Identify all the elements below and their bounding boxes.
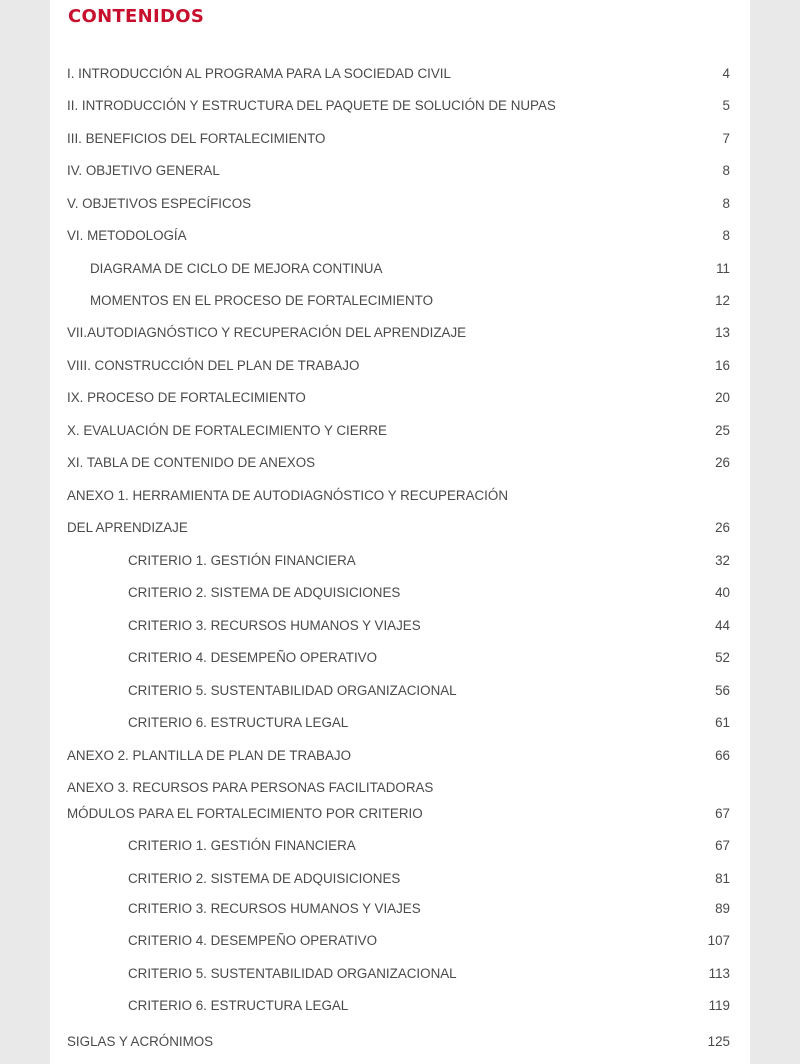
toc-entry [50,452,750,474]
toc-entry-label: IV. OBJETIVO GENERAL [67,163,220,178]
toc-entry-page: 25 [715,423,730,438]
toc-entry [50,485,750,507]
toc-entry-label: VI. METODOLOGÍA [67,228,187,243]
toc-entry-label: CRITERIO 6. ESTRUCTURA LEGAL [128,715,349,730]
toc-entry-page: 113 [708,966,730,981]
toc-entry-page: 107 [707,933,730,948]
toc-subentry [50,712,750,734]
page-title: CONTENIDOS [68,6,205,27]
toc-entry-label: CRITERIO 5. SUSTENTABILIDAD ORGANIZACIONAL [128,966,457,981]
toc-entry-page: 66 [715,748,730,763]
toc-entry-page: 52 [715,650,730,665]
toc-entry-label: DEL APRENDIZAJE [67,520,188,535]
toc-subentry [50,835,750,857]
toc-entry-page: 26 [715,520,730,535]
toc-subentry [50,647,750,669]
toc-entry [50,225,750,247]
toc-entry-label: CRITERIO 3. RECURSOS HUMANOS Y VIAJES [128,901,421,916]
toc-subentry [50,868,750,890]
toc-entry [50,387,750,409]
toc-entry-page: 16 [715,358,730,373]
toc-subentry [50,258,750,280]
toc-entry-page: 44 [715,618,730,633]
toc-entry-label: MOMENTOS EN EL PROCESO DE FORTALECIMIENTO [90,293,434,308]
toc-entry-page: 125 [707,1034,730,1049]
toc-entry-page: 12 [715,293,730,308]
toc-entry-page: 5 [722,98,730,113]
toc-entry [50,63,750,85]
toc-entry [50,355,750,377]
toc-entry [50,777,750,799]
toc-subentry [50,898,750,920]
toc-subentry [50,680,750,702]
toc-entry-label: IX. PROCESO DE FORTALECIMIENTO [67,390,306,405]
toc-entry-page: 8 [722,196,730,211]
toc-entry-page: 81 [715,871,730,886]
toc-entry [50,322,750,344]
toc-entry-page: 11 [716,261,730,276]
toc-entry-label: CRITERIO 6. ESTRUCTURA LEGAL [128,998,349,1013]
toc-entry-page: 119 [708,998,730,1013]
toc-entry-label: I. INTRODUCCIÓN AL PROGRAMA PARA LA SOCIEDAD CIVIL [67,66,451,81]
toc-entry-page: 61 [715,715,730,730]
toc-entry-page: 26 [715,455,730,470]
toc-entry-label: CRITERIO 4. DESEMPEÑO OPERATIVO [128,933,378,948]
toc-entry-label: CRITERIO 5. SUSTENTABILIDAD ORGANIZACIONAL [128,683,457,698]
toc-entry-label: DIAGRAMA DE CICLO DE MEJORA CONTINUA [90,261,383,276]
toc-entry-label: CRITERIO 2. SISTEMA DE ADQUISICIONES [128,585,401,600]
toc-entry-page: 56 [715,683,730,698]
toc-entry-page: 67 [715,838,730,853]
toc-entry-page: 4 [722,66,730,81]
toc-entry-page: 67 [715,806,730,821]
toc-entry [50,1031,750,1053]
toc-entry [50,745,750,767]
toc-entry [50,420,750,442]
toc-entry-label: II. INTRODUCCIÓN Y ESTRUCTURA DEL PAQUETE DE SOLUCIÓN DE NUPAS [67,98,556,113]
toc-entry-label: ANEXO 3. RECURSOS PARA PERSONAS FACILITADORAS [67,780,434,795]
toc-entry-label: CRITERIO 3. RECURSOS HUMANOS Y VIAJES [128,618,421,633]
toc-page [50,0,750,1064]
toc-entry-page: 8 [722,163,730,178]
toc-entry-label: VII.AUTODIAGNÓSTICO Y RECUPERACIÓN DEL APRENDIZAJE [67,325,467,340]
toc-entry-label: V. OBJETIVOS ESPECÍFICOS [67,196,252,211]
toc-subentry [50,582,750,604]
toc-entry-label: CRITERIO 2. SISTEMA DE ADQUISICIONES [128,871,401,886]
toc-entry-label: CRITERIO 1. GESTIÓN FINANCIERA [128,838,356,853]
toc-entry-page: 40 [715,585,730,600]
toc-subentry [50,930,750,952]
toc-entry [50,160,750,182]
toc-entry-page: 13 [715,325,730,340]
toc-entry-page: 89 [715,901,730,916]
toc-entry-label: ANEXO 1. HERRAMIENTA DE AUTODIAGNÓSTICO Y RECUPERACIÓN [67,488,508,503]
toc-entry [50,95,750,117]
toc-entry-label: CRITERIO 1. GESTIÓN FINANCIERA [128,553,356,568]
toc-entry [50,193,750,215]
toc-entry-label: XI. TABLA DE CONTENIDO DE ANEXOS [67,455,316,470]
toc-entry-label: X. EVALUACIÓN DE FORTALECIMIENTO Y CIERRE [67,423,387,438]
toc-entry-label: MÓDULOS PARA EL FORTALECIMIENTO POR CRITERIO [67,806,423,821]
toc-entry-label: ANEXO 2. PLANTILLA DE PLAN DE TRABAJO [67,748,352,763]
toc-subentry [50,290,750,312]
toc-entry-label: VIII. CONSTRUCCIÓN DEL PLAN DE TRABAJO [67,358,360,373]
toc-entry-label: SIGLAS Y ACRÓNIMOS [67,1034,214,1049]
toc-subentry [50,995,750,1017]
toc-entry-label: III. BENEFICIOS DEL FORTALECIMIENTO [67,131,326,146]
toc-entry [50,128,750,150]
toc-entry [50,803,750,825]
toc-entry-page: 32 [715,553,730,568]
toc-subentry [50,550,750,572]
toc-entry-page: 7 [722,131,730,146]
toc-entry [50,517,750,539]
toc-subentry [50,963,750,985]
toc-entry-page: 20 [715,390,730,405]
toc-entry-label: CRITERIO 4. DESEMPEÑO OPERATIVO [128,650,378,665]
toc-entry-page: 8 [722,228,730,243]
toc-subentry [50,615,750,637]
